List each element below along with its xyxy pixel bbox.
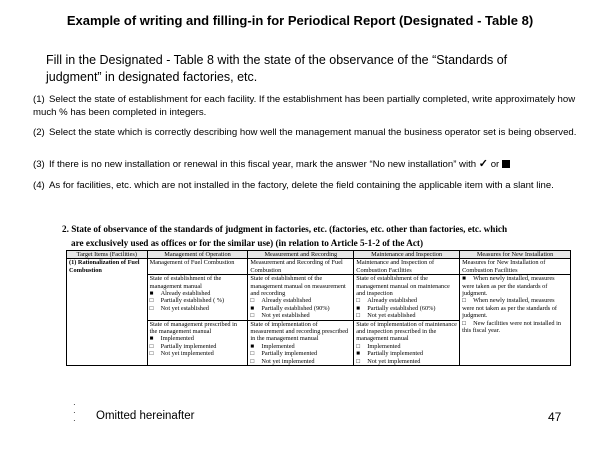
option-not-yet-established[interactable] [356, 312, 457, 319]
option-label: When newly installed, measures were not taken as per the standards of judgment. [462, 297, 558, 320]
option-label: Not yet established [160, 304, 209, 312]
cell-heading: State of establishment of the management manual on maintenance and inspection [356, 275, 450, 298]
option-partially-implemented[interactable] [250, 350, 351, 357]
option-label: Implemented [160, 335, 194, 343]
option-partially-established[interactable] [356, 305, 457, 312]
empty-box-icon: □ [149, 342, 154, 350]
option-not-yet-implemented[interactable] [356, 358, 457, 365]
option-label: Partially established ( %) [160, 297, 225, 305]
cell-heading: State of implementation of measurement and recording prescribed in the management manual [250, 320, 349, 343]
cell-heading: State of management prescribed in the management manual [149, 320, 238, 336]
row1-cell: Maintenance and Inspection of Combustion Facilities [354, 259, 460, 275]
option-partially-implemented[interactable] [150, 343, 246, 350]
row1-cell: Measures for New Installation of Combustion Facilities [460, 259, 571, 275]
empty-box-icon: □ [149, 297, 154, 305]
option-partially-established[interactable] [150, 297, 246, 304]
checked-box-icon: ■ [149, 290, 154, 298]
option-label: Already established [160, 290, 211, 298]
option-label: Implemented [261, 342, 295, 350]
filled-square-icon [502, 160, 510, 168]
empty-box-icon: □ [250, 350, 255, 358]
option-label: Not yet established [367, 312, 416, 320]
row1-cell: Measurement and Recording of Fuel Combustion [248, 259, 354, 275]
instruction-text: If there is no new installation or renewal in this fiscal year, mark the answer “No new installation” with [49, 159, 477, 170]
option-partially-implemented[interactable] [356, 350, 457, 357]
option-label: Not yet implemented [261, 357, 315, 365]
option-partially-established[interactable] [250, 305, 351, 312]
instruction-text: As for facilities, etc. which are not installed in the factory, delete the field containing the applicable item with a slant line. [49, 180, 554, 191]
ellipsis-dots: · · · [73, 400, 76, 425]
row1-cell: Management of Fuel Combustion [147, 259, 248, 275]
implementation-cell [147, 320, 248, 365]
option-label: Implemented [367, 342, 401, 350]
instruction-number: (2) [33, 127, 45, 138]
section-heading-line1: 2. State of observance of the standards of judgment in factories, etc. (factories, etc. other than factories, etc. which [62, 224, 508, 234]
cell-heading: State of establishment of the management manual [149, 275, 222, 290]
option-already-established[interactable] [250, 297, 351, 304]
implementation-cell [354, 320, 460, 365]
check-mark-icon: ✓ [478, 158, 489, 170]
option-label: New facilities were not installed in this fiscal year. [462, 319, 562, 335]
option-label: When newly installed, measures were taken as per the standards of judgment. [462, 275, 555, 298]
empty-box-icon: □ [356, 357, 361, 365]
option-already-established[interactable] [356, 297, 457, 304]
option-label: Not yet implemented [367, 357, 421, 365]
establishment-cell [147, 275, 248, 320]
option-implemented[interactable] [356, 343, 457, 350]
header-maintenance-inspection: Maintenance and Inspection [354, 251, 460, 259]
empty-box-icon: □ [356, 297, 361, 305]
instruction-2 [33, 126, 581, 139]
header-management-operation: Management of Operation [147, 251, 248, 259]
empty-box-icon: □ [462, 297, 466, 305]
instruction-1 [33, 93, 581, 119]
new-installation-cell [460, 275, 571, 366]
option-not-yet-established[interactable] [150, 305, 246, 312]
category-cell: (1) Rationalization of Fuel Combustion [67, 259, 148, 366]
cell-heading: State of implementation of maintenance and inspection prescribed in the management manual [356, 320, 457, 343]
empty-box-icon: □ [250, 312, 255, 320]
implementation-cell [248, 320, 354, 365]
empty-box-icon: □ [250, 297, 255, 305]
empty-box-icon: □ [462, 319, 466, 327]
option-measures-not-taken[interactable] [462, 297, 568, 319]
option-label: Partially established (90%) [261, 304, 330, 312]
checked-box-icon: ■ [462, 275, 466, 283]
option-not-yet-implemented[interactable] [150, 350, 246, 357]
empty-box-icon: □ [356, 342, 361, 350]
option-label: Not yet implemented [160, 350, 214, 358]
option-label: Partially implemented [367, 350, 424, 358]
cell-heading: State of establishment of the management manual on measurement and recording [250, 275, 346, 298]
option-no-new-installation[interactable] [462, 320, 568, 335]
option-measures-taken[interactable] [462, 275, 568, 297]
instruction-4 [33, 179, 581, 192]
option-label: Not yet established [261, 312, 310, 320]
empty-box-icon: □ [149, 350, 154, 358]
empty-box-icon: □ [149, 304, 154, 312]
slide-title: Example of writing and filling-in for Periodical Report (Designated - Table 8) [66, 13, 534, 28]
checked-box-icon: ■ [356, 304, 361, 312]
option-label: Already established [367, 297, 418, 305]
instruction-text: Select the state of establishment for each facility. If the establishment has been partially completed, write approximately how much % has been completed in integers. [33, 94, 576, 118]
option-not-yet-implemented[interactable] [250, 358, 351, 365]
establishment-cell [248, 275, 354, 320]
empty-box-icon: □ [356, 312, 361, 320]
omitted-note: Omitted hereinafter [96, 410, 195, 422]
option-label: Partially implemented [160, 342, 217, 350]
checked-box-icon: ■ [149, 335, 154, 343]
option-label: Already established [261, 297, 312, 305]
section-heading-line2: are exclusively used as offices or for the similar use) (in relation to Article 5-1-2 of the Act) [71, 238, 424, 248]
checked-box-icon: ■ [250, 304, 255, 312]
instruction-3 [33, 158, 581, 171]
option-not-yet-established[interactable] [250, 312, 351, 319]
checked-box-icon: ■ [356, 350, 361, 358]
or-text: or [490, 159, 500, 170]
option-label: Partially implemented [261, 350, 318, 358]
option-implemented[interactable] [150, 335, 246, 342]
checked-box-icon: ■ [250, 342, 255, 350]
instruction-number: (3) [33, 159, 45, 170]
table-header-row [67, 251, 571, 259]
header-measurement-recording: Measurement and Recording [248, 251, 354, 259]
page-number: 47 [548, 410, 562, 424]
option-label: Partially established (60%) [367, 304, 436, 312]
header-new-installation: Measures for New Installation [460, 251, 571, 259]
instruction-number: (4) [33, 180, 45, 191]
instruction-number: (1) [33, 94, 45, 105]
table-row [67, 259, 571, 275]
empty-box-icon: □ [250, 357, 255, 365]
establishment-cell [354, 275, 460, 320]
option-already-established[interactable] [150, 290, 246, 297]
section-heading [62, 222, 582, 250]
header-target-items: Target Items (Facilities) [67, 251, 148, 259]
observance-table [66, 250, 571, 366]
intro-text: Fill in the Designated - Table 8 with the state of the observance of the “Standards of judgment” in designated factories, etc. [46, 53, 508, 84]
option-implemented[interactable] [250, 343, 351, 350]
instruction-text: Select the state which is correctly describing how well the management manual the business operator set is being observed. [49, 127, 577, 138]
